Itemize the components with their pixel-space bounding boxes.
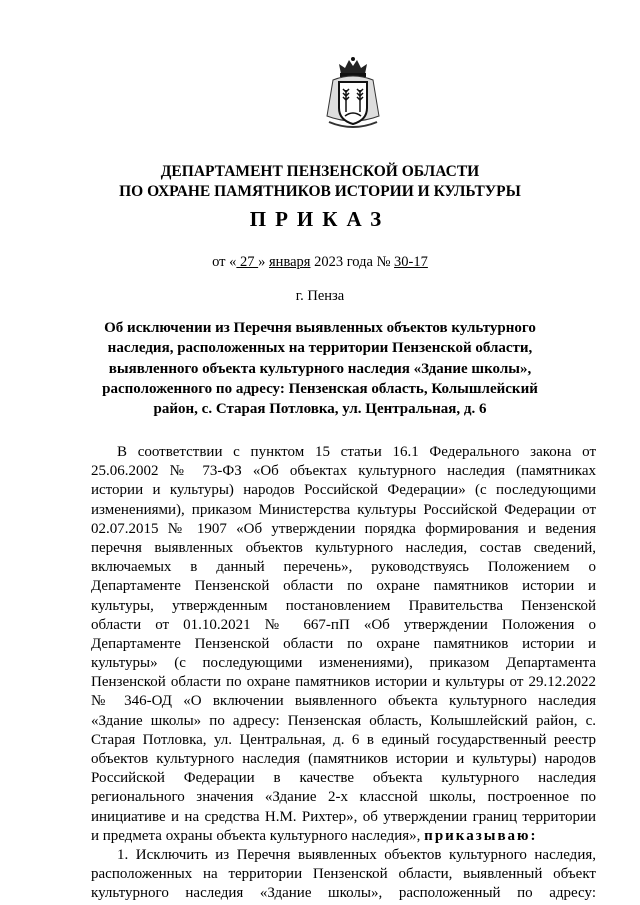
date-month: января [269,254,311,270]
document-date-line [0,253,640,271]
body-line: изменениями), приказом Министерства культуры Российской Федерации от [91,501,596,518]
order-keyword: приказываю: [424,827,538,844]
subject-line: выявленного объекта культурного наследия «Здание школы», [108,360,532,377]
item-line: 1. Исключить из Перечня выявленных объектов культурного наследия, [117,846,596,863]
order-clause-prefix: и предмета охраны объекта культурного наследия», [91,827,425,844]
body-line: № 346-ОД «О включении выявленного объекта культурного наследия [91,693,596,710]
order-subject [0,318,640,419]
date-day: 27 [236,254,259,270]
department-line-1: ДЕПАРТАМЕНТ ПЕНЗЕНСКОЙ ОБЛАСТИ [160,163,480,180]
body-line: В соответствии с пунктом 15 статьи 16.1 Федерального закона от [117,444,596,460]
body-line: 25.06.2002 № 73-ФЗ «Об объектах культурного наследия (памятниках [91,463,596,480]
body-line: Пензенской области по охране памятников истории и культуры от 29.12.2022 [91,674,596,691]
penza-coat-of-arms-icon [323,56,383,132]
body-line-order-clause [91,827,596,846]
department-name [0,162,640,202]
date-year: 2023 года № [310,254,395,270]
body-line: включаемых в данный перечень», руководствуясь Положением о [91,559,596,576]
body-line: Старая Потловка, ул. Центральная, д. 6 в единый государственный реестр [91,731,596,748]
body-line: Департаменте Пензенской области по охране памятников истории и [91,635,596,652]
document-number: 30-17 [394,254,428,270]
body-line: Российской Федерации в качестве объекта культурного наследия [91,770,596,787]
subject-line: расположенного по адресу: Пензенская область, Колышлейский [102,380,538,397]
body-line: регионального значения «Здание 2-х классной школы, построенное по [91,789,596,806]
body-line: 02.07.2015 № 1907 «Об утверждении порядка формирования и ведения [91,520,596,537]
date-prefix: от « [212,254,237,270]
body-line: истории и культуры) народов Российской Федерации» (с последующими [91,482,596,499]
document-type-title: ПРИКАЗ [249,207,391,231]
body-line: «Здание школы» по адресу: Пензенская область, Колышлейский район, с. [91,712,596,729]
department-line-2: ПО ОХРАНЕ ПАМЯТНИКОВ ИСТОРИИ И КУЛЬТУРЫ [119,183,521,200]
body-line: объектов культурного наследия (памятников истории и культуры) народов [91,751,596,767]
order-body [91,443,596,904]
subject-line: район, с. Старая Потловка, ул. Центральная, д. 6 [153,401,487,418]
body-line: инициативе и на средства Н.М. Рихтер», об утверждении границ территории [91,808,596,825]
body-line: культуры, утвержденным постановлением Правительства Пензенской [91,597,596,614]
subject-line: наследия, расположенных на территории Пензенской области, [107,340,533,357]
body-line: области от 01.10.2021 № 667-пП «Об утверждении Положения о [91,616,596,633]
body-line: культуры» (с последующими изменениями), приказом Департамента [91,655,596,672]
body-line: Департаменте Пензенской области по охране памятников истории и [91,578,596,595]
item-line: расположенных на территории Пензенской области, выявленный объект [91,866,596,883]
issuing-city: г. Пенза [295,288,345,304]
body-line: перечня выявленных объектов культурного наследия, состав сведений, [91,539,596,556]
subject-line: Об исключении из Перечня выявленных объектов культурного [104,320,536,336]
date-mid: » [258,254,270,270]
item-line: культурного наследия «Здание школы», расположенный по адресу: [91,885,596,902]
